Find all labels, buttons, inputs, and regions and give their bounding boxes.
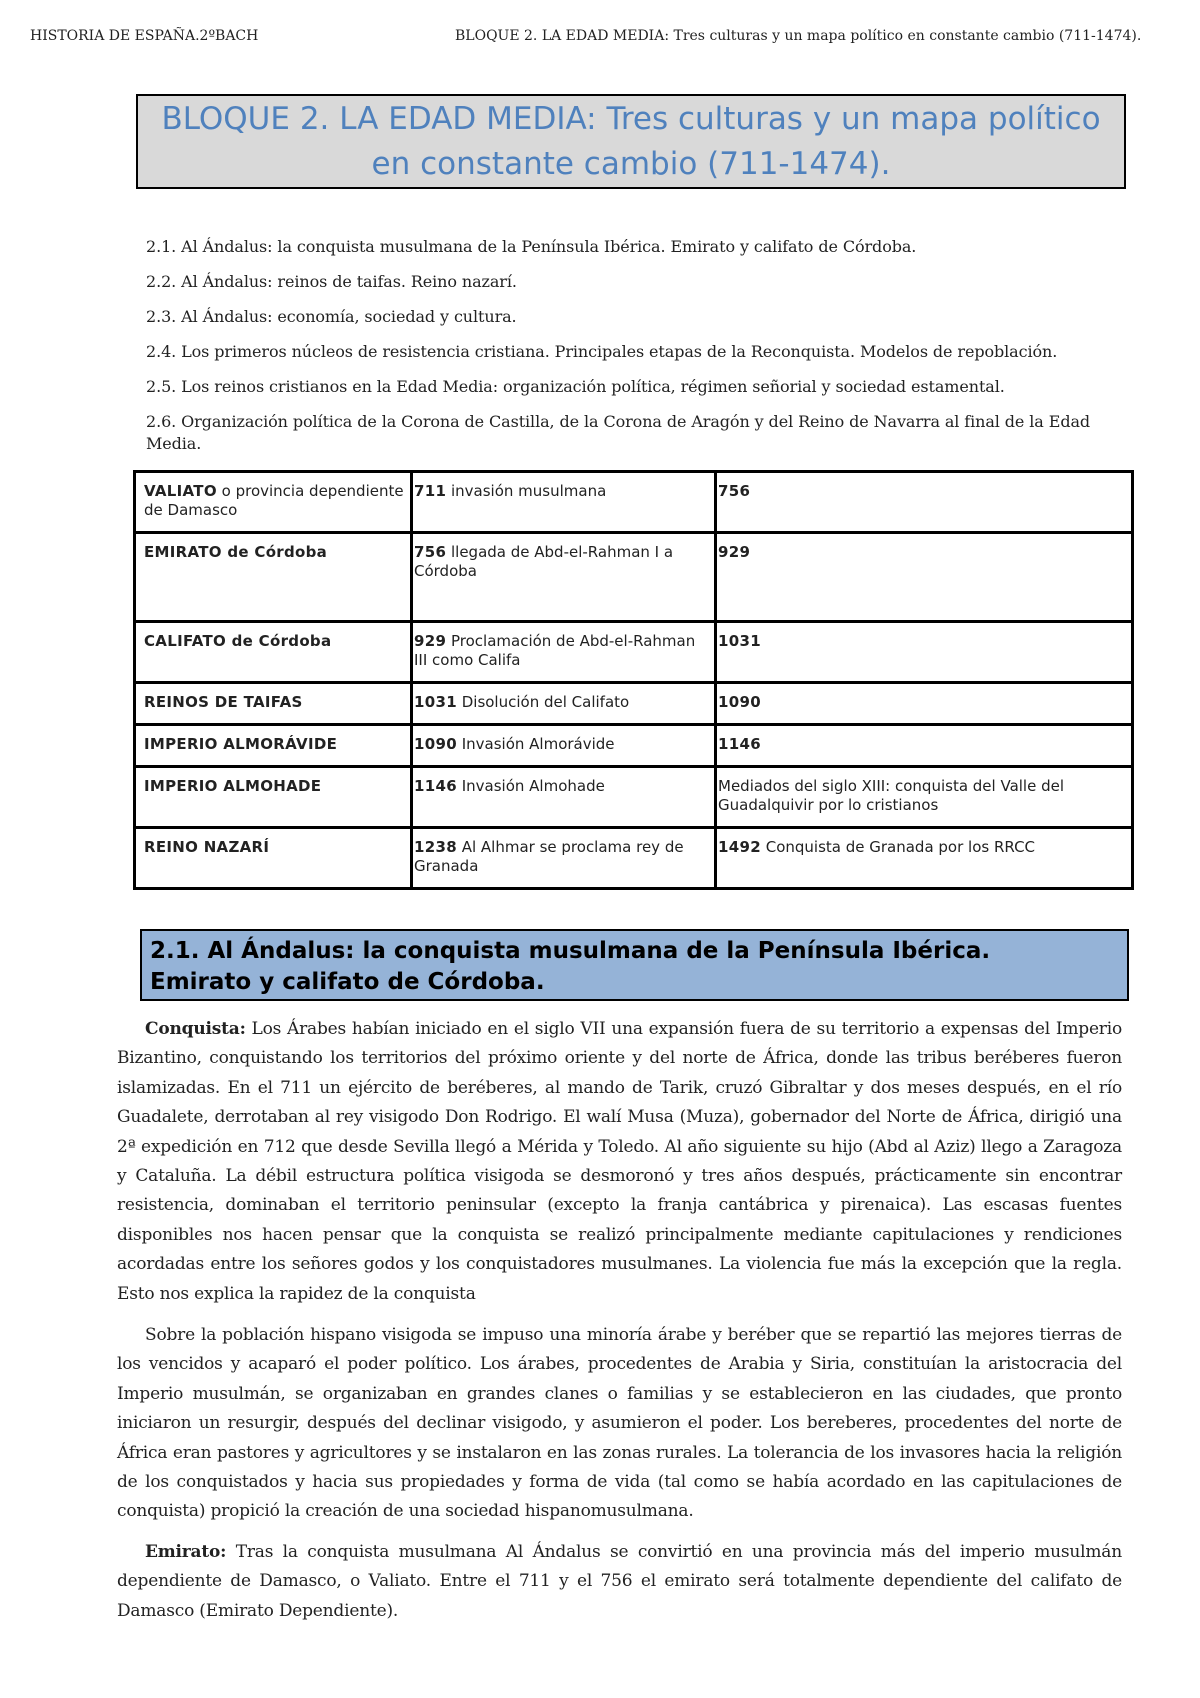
paragraph-text: Tras la conquista musulmana Al Ándalus se convirtió en una provincia más del imperio musulmán dependiente de Damasco, o Valiato. Entre el 711 y el 756 el emirato será totalmente dependiente del califato de Damasco (Emirato Dependiente).: [117, 1542, 1122, 1621]
start-event-cell: 1146 Invasión Almohade: [412, 767, 716, 828]
contents-item: 2.1. Al Ándalus: la conquista musulmana de la Península Ibérica. Emirato y califato de Córdoba.: [146, 237, 917, 256]
start-event-cell: 1090 Invasión Almorávide: [412, 725, 716, 767]
period-cell: EMIRATO de Córdoba: [135, 533, 412, 622]
table-row: [135, 622, 1133, 683]
section-heading-line-2: Emirato y califato de Córdoba.: [150, 969, 545, 995]
block-title-line-1: BLOQUE 2. LA EDAD MEDIA: Tres culturas y un mapa político: [161, 101, 1101, 137]
period-cell: CALIFATO de Córdoba: [135, 622, 412, 683]
period-cell: REINOS DE TAIFAS: [135, 683, 412, 725]
contents-item: 2.3. Al Ándalus: economía, sociedad y cultura.: [146, 307, 517, 326]
paragraph-lead: Conquista:: [145, 1019, 246, 1039]
running-header-right: BLOQUE 2. LA EDAD MEDIA: Tres culturas y un mapa político en constante cambio (711-1474).: [455, 28, 1142, 44]
end-event-cell: 929: [716, 533, 1133, 622]
block-title-box: [136, 94, 1126, 189]
paragraph-emirato: [117, 1538, 1122, 1626]
paragraph-text: Sobre la población hispano visigoda se impuso una minoría árabe y beréber que se repartió las mejores tierras de los vencidos y acaparó el poder político. Los árabes, procedentes de Arabia y Siria, constituían la aristocracia del Imperio musulmán, se organizaban en grandes clanes o familias y se establecieron en las ciudades, que pronto iniciaron un resurgir, después del declinar visigodo, y asumieron el poder. Los bereberes, procedentes del norte de África eran pastores y agricultores y se instalaron en las zonas rurales. La tolerancia de los invasores hacia la religión de los conquistados y hacia sus propiedades y forma de vida (tal como se había acordado en las capitulaciones de conquista) propició la creación de una sociedad hispanomusulmana.: [117, 1325, 1122, 1522]
start-event-cell: 756 llegada de Abd-el-Rahman I a Córdoba: [412, 533, 716, 622]
period-cell: IMPERIO ALMORÁVIDE: [135, 725, 412, 767]
table-row: [135, 472, 1133, 533]
timeline-table: [133, 470, 1134, 890]
end-event-cell: 756: [716, 472, 1133, 533]
end-event-cell: 1090: [716, 683, 1133, 725]
end-event-cell: Mediados del siglo XIII: conquista del Valle del Guadalquivir por lo cristianos: [716, 767, 1133, 828]
contents-item: 2.5. Los reinos cristianos en la Edad Media: organización política, régimen señorial y sociedad estamental.: [146, 377, 1005, 396]
paragraph-poblacion: [117, 1321, 1122, 1527]
running-header-left: HISTORIA DE ESPAÑA.2ºBACH: [30, 28, 259, 44]
contents-item: 2.4. Los primeros núcleos de resistencia cristiana. Principales etapas de la Reconquista. Modelos de repoblación.: [146, 342, 1058, 361]
end-event-cell: 1492 Conquista de Granada por los RRCC: [716, 828, 1133, 889]
section-heading-line-1: 2.1. Al Ándalus: la conquista musulmana de la Península Ibérica.: [150, 938, 991, 964]
table-row: [135, 828, 1133, 889]
section-heading: [140, 929, 1129, 1001]
block-title-line-2: en constante cambio (711-1474).: [371, 146, 891, 182]
table-row: [135, 767, 1133, 828]
contents-list: [146, 236, 1126, 468]
start-event-cell: 711 invasión musulmana: [412, 472, 716, 533]
table-row: [135, 533, 1133, 622]
contents-item: 2.2. Al Ándalus: reinos de taifas. Reino nazarí.: [146, 272, 517, 291]
paragraph-lead: Emirato:: [145, 1542, 227, 1562]
end-event-cell: 1031: [716, 622, 1133, 683]
contents-item: 2.6. Organización política de la Corona de Castilla, de la Corona de Aragón y del Reino de Navarra al final de la Edad Media.: [146, 412, 1091, 453]
paragraph-text: Los Árabes habían iniciado en el siglo VII una expansión fuera de su territorio a expensas del Imperio Bizantino, conquistando los territorios del próximo oriente y del norte de África, donde las tribus beréberes fueron islamizadas. En el 711 un ejército de beréberes, al mando de Tarik, cruzó Gibraltar y dos meses después, en el río Guadalete, derrotaban al rey visigodo Don Rodrigo. El walí Musa (Muza), gobernador del Norte de África, dirigió una 2ª expedición en 712 que desde Sevilla llegó a Mérida y Toledo. Al año siguiente su hijo (Abd al Aziz) llego a Zaragoza y Cataluña. La débil estructura política visigoda se desmoronó y tres años después, prácticamente sin encontrar resistencia, dominaban el territorio peninsular (excepto la franja cantábrica y pirenaica). Las escasas fuentes disponibles nos hacen pensar que la conquista se realizó principalmente mediante capitulaciones y rendiciones acordadas entre los señores godos y los conquistadores musulmanes. La violencia fue más la excepción que la regla. Esto nos explica la rapidez de la conquista: [117, 1019, 1122, 1304]
paragraph-conquista: [117, 1015, 1122, 1309]
table-row: [135, 725, 1133, 767]
period-cell: IMPERIO ALMOHADE: [135, 767, 412, 828]
start-event-cell: 1031 Disolución del Califato: [412, 683, 716, 725]
period-cell: VALIATO o provincia dependiente de Damasco: [135, 472, 412, 533]
table-row: [135, 683, 1133, 725]
start-event-cell: 1238 Al Alhmar se proclama rey de Granada: [412, 828, 716, 889]
period-cell: REINO NAZARÍ: [135, 828, 412, 889]
start-event-cell: 929 Proclamación de Abd-el-Rahman III como Califa: [412, 622, 716, 683]
end-event-cell: 1146: [716, 725, 1133, 767]
